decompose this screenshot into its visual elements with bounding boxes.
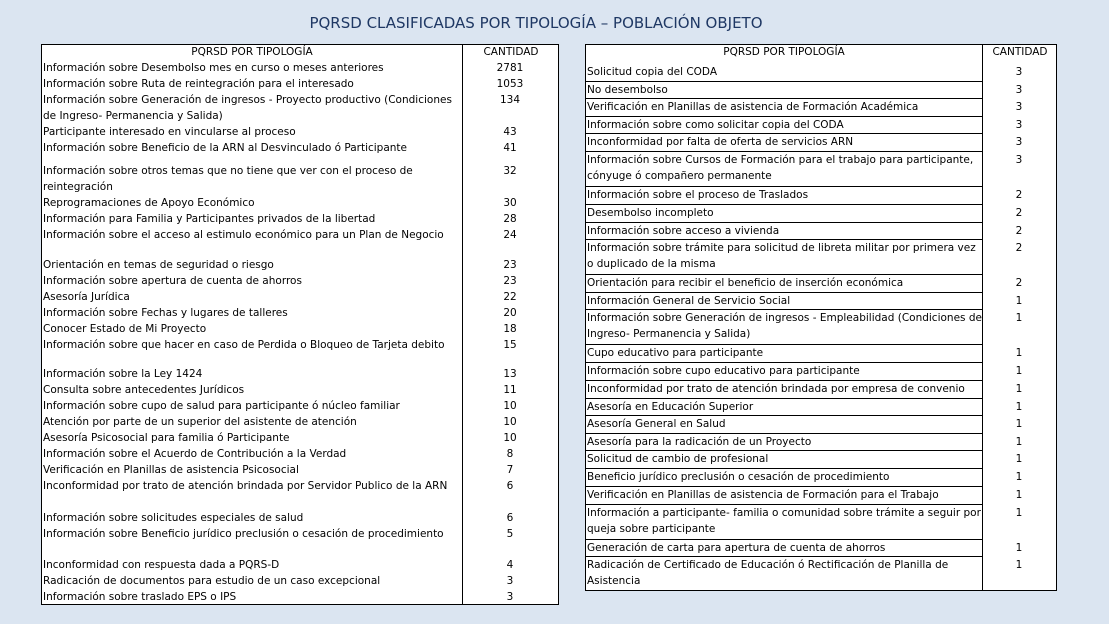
row-count: 3 — [1015, 154, 1023, 166]
row-count: 2 — [1015, 225, 1023, 237]
row-count: 3 — [506, 575, 514, 587]
row-label: Asesoría Psicosocial para familia ó Participante — [43, 432, 290, 444]
row-label: Inconformidad por trato de atención brindada por Servidor Publico de la ARN — [43, 480, 448, 492]
row-count: 3 — [1015, 66, 1023, 78]
row-count: 23 — [503, 275, 517, 287]
table-row — [42, 589, 558, 605]
row-label: Información sobre Cursos de Formación para el trabajo para participante, cónyuge ó compañero permanente — [587, 154, 974, 182]
table-row — [586, 434, 1056, 450]
row-count: 22 — [503, 291, 517, 303]
table-row — [586, 345, 1056, 361]
row-label: Información sobre la Ley 1424 — [43, 368, 203, 380]
row-label: Reprogramaciones de Apoyo Económico — [43, 197, 255, 209]
left-header-count: CANTIDAD — [483, 46, 539, 58]
row-label: Información sobre el acceso al estimulo económico para un Plan de Negocio — [43, 229, 444, 241]
row-label: Verificación en Planillas de asistencia de Formación para el Trabajo — [587, 489, 939, 501]
row-count: 24 — [503, 229, 517, 241]
row-count: 1053 — [496, 78, 524, 90]
row-group — [42, 163, 558, 243]
row-label: Información sobre el Acuerdo de Contribución a la Verdad — [43, 448, 347, 460]
row-group — [42, 557, 558, 605]
table-row — [42, 414, 558, 430]
table-row — [586, 64, 1056, 80]
row-label: Información sobre trámite para solicitud de libreta militar por primera vez o duplicado de la misma — [587, 242, 976, 270]
row-count: 3 — [1015, 119, 1023, 131]
row-label: Información sobre Desembolso mes en curso o meses anteriores — [43, 62, 384, 74]
row-count: 1 — [1015, 383, 1023, 395]
table-row — [586, 557, 1056, 589]
row-count: 1 — [1015, 347, 1023, 359]
right-table — [585, 44, 1057, 591]
table-row — [586, 505, 1056, 537]
row-label: Información sobre Generación de ingresos - Empleabilidad (Condiciones de Ingreso- Permanencia y Salida) — [587, 312, 982, 340]
row-count: 13 — [503, 368, 517, 380]
row-label: Solicitud de cambio de profesional — [587, 453, 769, 465]
table-row — [586, 240, 1056, 272]
table-row — [42, 124, 558, 140]
row-label: Asesoría General en Salud — [587, 418, 726, 430]
row-count: 2 — [1015, 189, 1023, 201]
right-header-label: PQRSD POR TIPOLOGÍA — [723, 46, 845, 58]
row-count: 11 — [503, 384, 517, 396]
left-table — [41, 44, 559, 605]
row-label: Generación de carta para apertura de cuenta de ahorros — [587, 542, 886, 554]
row-count: 2 — [1015, 242, 1023, 254]
row-label: Orientación para recibir el beneficio de inserción económica — [587, 277, 904, 289]
row-count: 1 — [1015, 453, 1023, 465]
row-count: 3 — [1015, 101, 1023, 113]
table-row — [586, 399, 1056, 415]
row-label: Asesoría en Educación Superior — [587, 401, 754, 413]
row-count: 20 — [503, 307, 517, 319]
row-label: Información sobre Fechas y lugares de talleres — [43, 307, 288, 319]
table-row — [586, 416, 1056, 432]
row-label: Orientación en temas de seguridad o riesgo — [43, 259, 274, 271]
table-row — [586, 134, 1056, 150]
row-label: Información General de Servicio Social — [587, 295, 791, 307]
row-group — [42, 510, 558, 542]
row-count: 41 — [503, 142, 517, 154]
row-label: Inconformidad por falta de oferta de servicios ARN — [587, 136, 854, 148]
table-row — [586, 223, 1056, 239]
table-row — [42, 273, 558, 289]
table-row — [42, 366, 558, 382]
row-count: 2 — [1015, 277, 1023, 289]
row-label: No desembolso — [587, 84, 668, 96]
table-row — [42, 60, 558, 76]
table-row — [42, 163, 558, 195]
row-label: Inconformidad con respuesta dada a PQRS-D — [43, 559, 280, 571]
row-count: 1 — [1015, 507, 1023, 519]
row-count: 6 — [506, 480, 514, 492]
row-label: Información sobre acceso a vivienda — [587, 225, 780, 237]
row-count: 10 — [503, 432, 517, 444]
row-label: Asesoría para la radicación de un Proyecto — [587, 436, 812, 448]
row-count: 15 — [503, 339, 517, 351]
row-count: 1 — [1015, 436, 1023, 448]
row-label: Información sobre apertura de cuenta de ahorros — [43, 275, 302, 287]
row-count: 1 — [1015, 401, 1023, 413]
table-row — [42, 510, 558, 526]
table-row — [42, 257, 558, 273]
row-label: Asesoría Jurídica — [43, 291, 130, 303]
row-label: Información sobre traslado EPS o IPS — [43, 591, 237, 603]
table-row — [586, 205, 1056, 221]
table-row — [42, 573, 558, 589]
table-row — [586, 363, 1056, 379]
row-label: Información sobre cupo de salud para participante ó núcleo familiar — [43, 400, 400, 412]
row-count: 30 — [503, 197, 517, 209]
table-row — [586, 540, 1056, 556]
row-label: Información sobre Generación de ingresos - Proyecto productivo (Condiciones de Ingreso- Permanencia y Salida) — [43, 94, 452, 122]
row-count: 3 — [1015, 136, 1023, 148]
row-count: 3 — [1015, 84, 1023, 96]
row-count: 3 — [506, 591, 514, 603]
table-row — [42, 337, 558, 353]
table-row — [42, 526, 558, 542]
table-row — [42, 462, 558, 478]
row-count: 32 — [503, 165, 517, 177]
row-count: 10 — [503, 400, 517, 412]
row-label: Radicación de documentos para estudio de un caso excepcional — [43, 575, 381, 587]
row-group — [42, 60, 558, 156]
left-header-label: PQRSD POR TIPOLOGÍA — [191, 46, 313, 58]
row-count: 28 — [503, 213, 517, 225]
table-row — [586, 310, 1056, 342]
row-label: Información sobre Ruta de reintegración para el interesado — [43, 78, 354, 90]
table-row — [586, 152, 1056, 184]
row-count: 1 — [1015, 418, 1023, 430]
row-label: Radicación de Certificado de Educación ó Rectificación de Planilla de Asistencia — [587, 559, 949, 587]
table-row — [586, 99, 1056, 115]
row-label: Información sobre cupo educativo para participante — [587, 365, 860, 377]
row-label: Solicitud copia del CODA — [587, 66, 717, 78]
table-row — [42, 211, 558, 227]
right-header-count: CANTIDAD — [992, 46, 1048, 58]
table-row — [42, 92, 558, 124]
row-count: 23 — [503, 259, 517, 271]
row-count: 8 — [506, 448, 514, 460]
row-label: Participante interesado en vincularse al proceso — [43, 126, 296, 138]
row-label: Información para Familia y Participantes privados de la libertad — [43, 213, 376, 225]
table-row — [42, 557, 558, 573]
table-row — [42, 195, 558, 211]
row-count: 5 — [506, 528, 514, 540]
table-row — [42, 227, 558, 243]
row-label: Consulta sobre antecedentes Jurídicos — [43, 384, 245, 396]
row-count: 1 — [1015, 559, 1023, 571]
row-label: Información sobre el proceso de Traslados — [587, 189, 809, 201]
row-count: 134 — [499, 94, 521, 106]
table-row — [586, 487, 1056, 503]
row-count: 18 — [503, 323, 517, 335]
row-group — [42, 257, 558, 353]
table-row — [42, 305, 558, 321]
table-row — [586, 275, 1056, 291]
row-count: 1 — [1015, 542, 1023, 554]
table-row — [586, 117, 1056, 133]
table-row — [586, 469, 1056, 485]
row-label: Cupo educativo para participante — [587, 347, 764, 359]
row-label: Inconformidad por trato de atención brindada por empresa de convenio — [587, 383, 965, 395]
row-count: 4 — [506, 559, 514, 571]
row-label: Información sobre otros temas que no tiene que ver con el proceso de reintegración — [43, 165, 413, 193]
table-row — [42, 430, 558, 446]
row-label: Información sobre que hacer en caso de Perdida o Bloqueo de Tarjeta debito — [43, 339, 445, 351]
table-row — [42, 398, 558, 414]
row-count: 1 — [1015, 489, 1023, 501]
row-label: Conocer Estado de Mi Proyecto — [43, 323, 207, 335]
table-row — [42, 478, 558, 494]
row-label: Verificación en Planillas de asistencia Psicosocial — [43, 464, 299, 476]
row-group — [42, 366, 558, 494]
row-count: 2781 — [496, 62, 524, 74]
table-row — [586, 82, 1056, 98]
table-row — [586, 293, 1056, 309]
row-count: 7 — [506, 464, 514, 476]
row-count: 1 — [1015, 365, 1023, 377]
table-row — [586, 381, 1056, 397]
row-label: Verificación en Planillas de asistencia de Formación Académica — [587, 101, 919, 113]
row-label: Información a participante- familia o comunidad sobre trámite a seguir por queja sobre participante — [587, 507, 981, 535]
row-label: Atención por parte de un superior del asistente de atención — [43, 416, 357, 428]
row-count: 10 — [503, 416, 517, 428]
table-row — [586, 451, 1056, 467]
table-row — [42, 76, 558, 92]
row-count: 1 — [1015, 471, 1023, 483]
page-title: PQRSD CLASIFICADAS POR TIPOLOGÍA – POBLACIÓN OBJETO — [309, 14, 763, 32]
row-count: 1 — [1015, 312, 1023, 324]
row-label: Beneficio jurídico preclusión o cesación de procedimiento — [587, 471, 890, 483]
row-label: Información sobre solicitudes especiales de salud — [43, 512, 304, 524]
table-row — [42, 289, 558, 305]
table-row — [42, 140, 558, 156]
table-row — [42, 446, 558, 462]
row-count: 6 — [506, 512, 514, 524]
table-row — [42, 382, 558, 398]
row-count: 43 — [503, 126, 517, 138]
table-row — [586, 187, 1056, 203]
row-label: Información sobre Beneficio jurídico preclusión o cesación de procedimiento — [43, 528, 444, 540]
row-label: Información sobre como solicitar copia del CODA — [587, 119, 844, 131]
row-count: 1 — [1015, 295, 1023, 307]
row-count: 2 — [1015, 207, 1023, 219]
row-label: Desembolso incompleto — [587, 207, 714, 219]
row-label: Información sobre Beneficio de la ARN al Desvinculado ó Participante — [43, 142, 408, 154]
table-row — [42, 321, 558, 337]
